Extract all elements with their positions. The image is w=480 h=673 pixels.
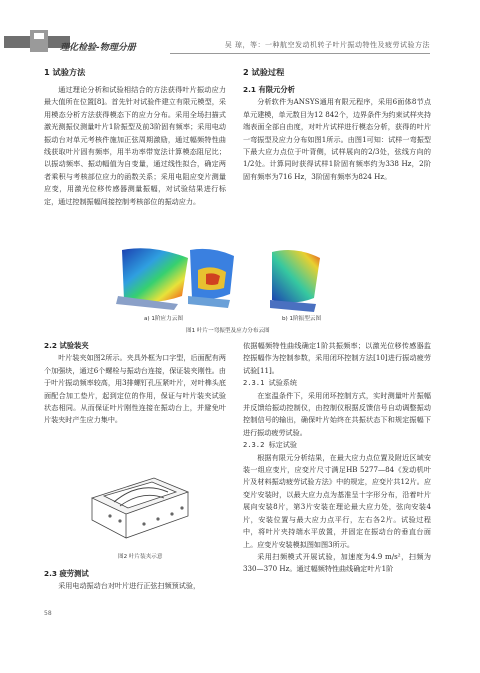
section-2-3: [44, 568, 226, 593]
section-1: [44, 66, 226, 208]
section-heading: 2 试验过程: [243, 67, 285, 77]
figure1-subcaption-a: a) 1阶应力云图: [144, 316, 183, 322]
header-rule: [170, 53, 430, 54]
journal-brand: 理化检验-物理分册: [60, 43, 136, 53]
body-paragraph: 采用扫频模式开展试验，加速度为4.9 m/s²，扫频为330—370 Hz。通过幅频特性曲线确定叶片1阶: [243, 551, 431, 574]
figure1-subcaption-b: b) 1阶振型云图: [282, 316, 322, 322]
section-2-3-cont: [243, 340, 431, 576]
body-paragraph: 分析软件为ANSYS通用有限元程序，采用6面体8节点单元建模，单元数目为12 842个，边界条件为约束试样夹持端表面全部自由度，对叶片试样进行模态分析，获得的叶片一弯振型及应力分布如图1所示。由图1可知：试样一弯振型下最大应力点位于叶背侧，试样展向的2/3处，弦线方向的1/2处。计算同时获得试样1阶固有频率约为338 Hz，2阶固有频率为716 Hz，3阶固有频率为824 Hz。: [243, 97, 431, 181]
body-paragraph: 在室温条件下，采用闭环控制方式，实时测量叶片振幅并反馈给振动控制仪，由控制仪根据反馈信号自动调整振动控制信号的输出，确保叶片始终在共振状态下和规定振幅下进行振动疲劳试验。: [243, 390, 431, 437]
figure2-caption: 图2 叶片装夹示意: [118, 554, 163, 560]
body-paragraph: 采用电动振动台对叶片进行正弦扫频预试验，: [58, 581, 201, 591]
figure1-mode-shape-right: [262, 242, 328, 314]
body-paragraph: 依据幅频特性曲线确定1阶共振频率；以激光位移传感器监控振幅作为控制参数，采用闭环控制方法[10]进行振动疲劳试验[11]。: [243, 341, 431, 375]
figure1-mode-shape-left: [182, 244, 240, 312]
figure1-caption: 图1 叶片一弯振型及应力分布云图: [186, 328, 270, 334]
body-paragraph: 通过理论分析和试验相结合的方法获得叶片振动应力最大值所在位置[8]。首先针对试验件建立有限元模型，采用模态分析方法获得模态下的应力分布。采用全场扫描式激光测振仪测量叶片1阶振型及前3阶固有频率；采用电动振动台对单元考核件施加正弦周期激励，通过幅频特性曲线获取叶片固有频率，用半功率带宽法计算模态阻尼比；以振动频率、振动幅值为自变量，通过线性拟合，确定两者乘积与考核部位应力的函数关系；采用电阻应变片测量应变，用激光位移传感器测量振幅，对试验结果进行标定，通过控制振幅间接控制考核部位的振动应力。: [44, 85, 226, 206]
subsection-heading: 2.3 疲劳测试: [44, 569, 89, 578]
subsubsection-heading: 2.3.2 标定试验: [243, 440, 297, 450]
subsection-heading: 2.1 有限元分析: [243, 85, 295, 94]
section-2-2: [44, 340, 226, 427]
subsubsection-heading: 2.3.1 试验系统: [243, 378, 297, 388]
page-number: 58: [44, 610, 52, 617]
section-heading: 1 试验方法: [44, 67, 86, 77]
subsection-heading: 2.2 试验装夹: [44, 341, 89, 350]
figure2-fixture-diagram: [84, 458, 194, 542]
section-2: [243, 66, 431, 183]
body-paragraph: 根据有限元分析结果，在最大应力点位置及附近区域安装一组应变片，应变片尺寸满足HB 5277—84《发动机叶片及材料振动疲劳试验方法》中的规定，应变片共12片。应变片安装时，以最大应力点为基准呈十字形分布，沿着叶片展向安装8片，第3片安装在理论最大应力处，弦向安装4片，安装位置与最大应力点平行，左右各2片。试验过程中，将叶片夹持端水平放置，并固定在振动台的垂直台面上。应变片安装模拟图如图3所示。: [243, 452, 431, 549]
running-header-title: 吴 琼，等：一种航空发动机转子叶片振动特性及疲劳试验方法: [224, 41, 430, 49]
body-paragraph: 叶片装夹如图2所示。夹具外框为口字型，后面配有两个加强块，通过6个螺栓与振动台连接，保证装夹刚性。由于叶片振动频率较高，用3排螺钉孔压紧叶片，对叶榫头底面配合加工垫片，起到定位的作用，保证与叶片装夹试验状态相同。从而保证叶片刚性连接在振动台上，并避免叶片装夹时产生应力集中。: [44, 353, 226, 425]
